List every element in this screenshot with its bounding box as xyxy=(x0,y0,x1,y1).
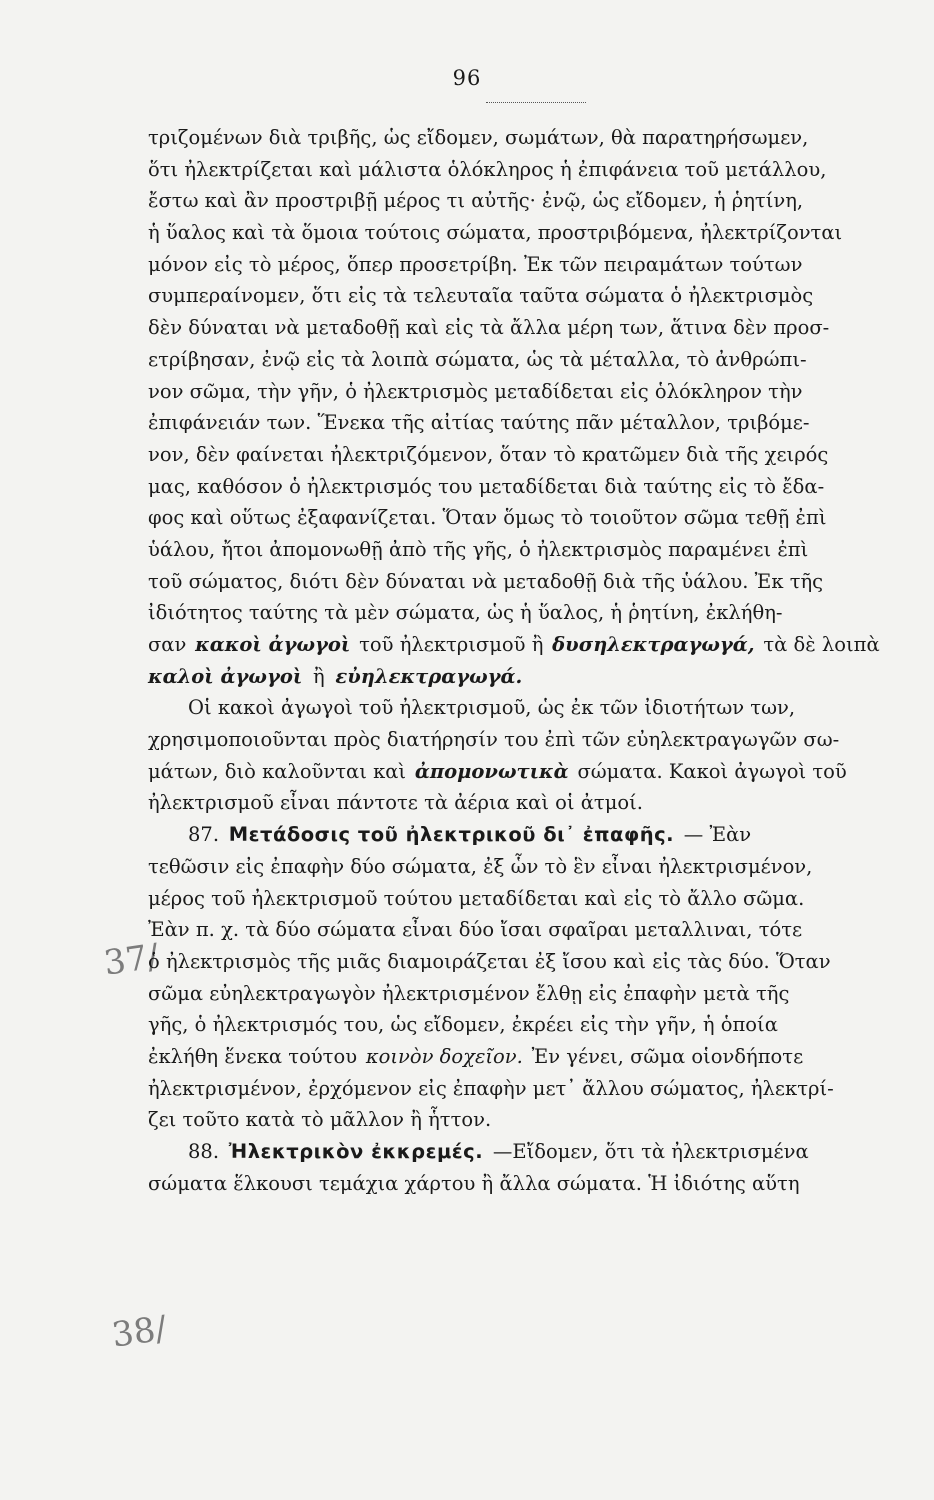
page-number-rule xyxy=(486,102,586,103)
text-line: σώματα ἕλκουσι τεμάχια χάρτου ἢ ἄλλα σώματα. Ἡ ἰδιότης αὕτη xyxy=(148,1171,800,1195)
text-line: καλοὶ ἀγωγοὶ ἢ εὐηλεκτραγωγά. xyxy=(148,664,523,688)
text-line: ἔστω καὶ ἂν προστριβῇ μέρος τι αὐτῆς· ἐνῷ, ὡς εἴδομεν, ἡ ῥητίνη, xyxy=(148,189,804,213)
text-line: ἐκλήθη ἕνεκα τούτου κοινὸν δοχεῖον. Ἐν γένει, σῶμα οἱονδήποτε xyxy=(148,1044,804,1068)
text-line: ἐπιφάνειάν των. Ἕνεκα τῆς αἰτίας ταύτης πᾶν μέταλλον, τριβόμε- xyxy=(148,411,810,435)
text-line: μόνον εἰς τὸ μέρος, ὅπερ προσετρίβη. Ἐκ τῶν πειραμάτων τούτων xyxy=(148,252,803,276)
text-line: συμπεραίνομεν, ὅτι εἰς τὰ τελευταῖα ταῦτα σώματα ὁ ἠλεκτρισμὸς xyxy=(148,284,814,308)
text-line: σῶμα εὐηλεκτραγωγὸν ἠλεκτρισμένον ἔλθῃ εἰς ἐπαφὴν μετὰ τῆς xyxy=(148,981,790,1005)
text-line: νον, δὲν φαίνεται ἠλεκτριζόμενον, ὅταν τὸ κρατῶμεν διὰ τῆς χειρός xyxy=(148,442,829,466)
paragraph-start-line: Οἱ κακοὶ ἀγωγοὶ τοῦ ἠλεκτρισμοῦ, ὡς ἐκ τῶν ἰδιοτήτων των, xyxy=(188,696,796,720)
text-line: ὁ ἠλεκτρισμὸς τῆς μιᾶς διαμοιράζεται ἐξ ἴσου καὶ εἰς τὰς δύο. Ὅταν xyxy=(148,949,831,973)
text-line: ἠλεκτρισμένον, ἐρχόμενον εἰς ἐπαφὴν μετ᾽ ἄλλου σώματος, ἠλεκτρί- xyxy=(148,1076,834,1100)
text-line: τριζομένων διὰ τριβῆς, ὡς εἴδομεν, σωμάτων, θὰ παρατηρήσωμεν, xyxy=(148,126,809,149)
margin-note: 37/ xyxy=(101,936,162,984)
text-line: ἡ ὕαλος καὶ τὰ ὅμοια τούτοις σώματα, προστριβόμενα, ἠλεκτρίζονται xyxy=(148,221,843,245)
text-line: μάτων, διὸ καλοῦνται καὶ ἀπομονωτικὰ σώματα. Κακοὶ ἀγωγοὶ τοῦ xyxy=(148,759,847,783)
text-line: ὑάλου, ἤτοι ἀπομονωθῇ ἀπὸ τῆς γῆς, ὁ ἠλεκτρισμὸς παραμένει ἐπὶ xyxy=(148,537,809,561)
text-line: δὲν δύναται νὰ μεταδοθῇ καὶ εἰς τὰ ἄλλα μέρη των, ἅτινα δὲν προσ- xyxy=(148,316,830,340)
section-heading-88: 88. Ἠλεκτρικὸν ἐκκρεμές. —Εἴδομεν, ὅτι τὰ ἠλεκτρισμένα xyxy=(188,1140,809,1163)
text-line: φος καὶ οὕτως ἐξαφανίζεται. Ὅταν ὅμως τὸ τοιοῦτον σῶμα τεθῇ ἐπὶ xyxy=(148,506,827,530)
text-line: τοῦ σώματος, διότι δὲν δύναται νὰ μεταδοθῇ διὰ τῆς ὑάλου. Ἐκ τῆς xyxy=(148,569,824,593)
text-line: μέρος τοῦ ἠλεκτρισμοῦ τούτου μεταδίδεται καὶ εἰς τὸ ἄλλο σῶμα. xyxy=(148,886,805,910)
page-number: 96 xyxy=(452,66,482,90)
text-line: τεθῶσιν εἰς ἐπαφὴν δύο σώματα, ἐξ ὧν τὸ ἓν εἶναι ἠλεκτρισμένον, xyxy=(148,854,813,878)
section-heading-87: 87. Μετάδοσις τοῦ ἠλεκτρικοῦ δι᾽ ἐπαφῆς. — Ἐὰν xyxy=(188,823,752,847)
text-line: ἰδιότητος ταύτης τὰ μὲν σώματα, ὡς ἡ ὕαλος, ἡ ῥητίνη, ἐκλήθη- xyxy=(148,601,783,625)
margin-note: 38/ xyxy=(109,1308,170,1356)
body-text xyxy=(148,122,920,1199)
text-line: ετρίβησαν, ἐνῷ εἰς τὰ λοιπὰ σώματα, ὡς τὰ μέταλλα, τὸ ἀνθρώπι- xyxy=(148,347,807,371)
text-line: γῆς, ὁ ἠλεκτρισμός του, ὡς εἴδομεν, ἐκρέει εἰς τὴν γῆν, ἡ ὁποία xyxy=(148,1013,778,1037)
text-line: σαν κακοὶ ἀγωγοὶ τοῦ ἠλεκτρισμοῦ ἢ δυσηλεκτραγωγά, τὰ δὲ λοιπὰ xyxy=(148,633,880,656)
text-line: Ἐὰν π. χ. τὰ δύο σώματα εἶναι δύο ἴσαι σφαῖραι μεταλλιναι, τότε xyxy=(148,918,803,942)
text-line: ὅτι ἠλεκτρίζεται καὶ μάλιστα ὁλόκληρος ἡ ἐπιφάνεια τοῦ μετάλλου, xyxy=(148,157,827,181)
text-line: ζει τοῦτο κατὰ τὸ μᾶλλον ἢ ἧττον. xyxy=(148,1108,492,1132)
text-line: νον σῶμα, τὴν γῆν, ὁ ἠλεκτρισμὸς μεταδίδεται εἰς ὁλόκληρον τὴν xyxy=(148,379,803,403)
text-line: χρησιμοποιοῦνται πρὸς διατήρησίν του ἐπὶ τῶν εὐηλεκτραγωγῶν σω- xyxy=(148,728,840,752)
text-line: μας, καθόσον ὁ ἠλεκτρισμός του μεταδίδεται διὰ ταύτης εἰς τὸ ἔδα- xyxy=(148,474,825,498)
text-line: ἠλεκτρισμοῦ εἶναι πάντοτε τὰ ἀέρια καὶ οἱ ἀτμοί. xyxy=(148,791,643,815)
